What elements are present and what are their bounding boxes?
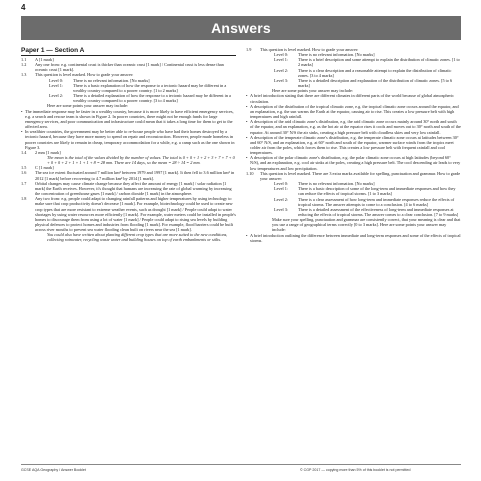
question-number: 1.10 — [246, 170, 254, 176]
question-number: 1.1 — [21, 57, 27, 62]
bullet-point: • A description of the polar climatic zone's distribution, e.g. the polar climatic zone occurs at high latitudes (beyond 60° N/S), and an explanation, e.g. cool air sinks at the poles, creating a high pressure belt. The cool descending air leads to very low temperatures and low precipitation. — [246, 155, 461, 170]
left-column — [21, 47, 236, 457]
level-row — [21, 83, 236, 93]
question-text: The sea ice extent fluctuated around 7 million km² between 1979 and 1997 [1 mark]. It then fell to 3.6 million km² in 2012 [1 mark] before recovering to 4.7 million km² by 2014 [1 mark]. — [35, 170, 235, 181]
section-heading: Paper 1 — Section A — [21, 47, 236, 56]
level-label: Level 0: — [49, 77, 64, 83]
question-text: C [1 mark] — [35, 165, 54, 171]
level-label: Level 3: — [274, 77, 289, 83]
bullet-point: • A description of the distribution of the tropical climatic zone, e.g. the tropical climatic zone occurs around the equator, and an explanation, e.g. the sun warms the Earth at the equator, causing air to rise. This creates a low pressure belt with high temperatures and high rainfall. — [246, 104, 461, 119]
level-label: Level 2: — [274, 67, 289, 73]
level-text: There is a brief description and some attempt to explain the distribution of climatic zones. [1 to 2 marks] — [298, 57, 460, 68]
level-text: There is no relevant information. [No marks] — [73, 77, 150, 83]
question-number: 1.8 — [21, 196, 27, 202]
question-text: A [1 mark] — [35, 57, 54, 62]
paragraph: You could also have written about planting different crop types that are more suited to the new conditions, collecting rainwater, recycling waste water and building houses on top of earth embankments or stilts. — [47, 232, 228, 243]
question-number: 1.7 — [21, 180, 27, 186]
level-label: Level 3: — [274, 206, 289, 212]
question-number: 1.4 — [21, 149, 27, 155]
bullet-point: • A brief introduction stating that there are different climates in different parts of the world because of global atmospheric circulation. — [246, 93, 461, 103]
level-text: There is a clear description and a reasonable attempt to explain the distribution of climatic zones. [3 to 4 marks] — [298, 67, 452, 78]
level-label: Level 1: — [274, 57, 289, 63]
level-text: There is a detailed explanation of how the response to a tectonic hazard may be different in a wealthy country compared to a poorer country. [3 to 4 marks] — [73, 93, 231, 104]
bullet-point: • The immediate response may be faster in a wealthy country, because it is more likely to have efficient emergency services, e.g. a search and rescue team is shown in Figure 2. In poorer countries, there might not be enough funds for large emergency services, and poor communication and infrastructure could mean that it takes a long time for them to get to the affected area. — [21, 109, 236, 130]
question-text: This question is level marked. There are 3 extra marks available for spelling, punctuation and grammar. How to grade your answer: — [260, 170, 461, 181]
right-column — [246, 47, 461, 457]
level-text: There is a basic explanation of how the response to a tectonic hazard may be different in a wealthy country compared to a poorer country. [1 to 2 marks] — [73, 82, 227, 93]
question-text: This question is level marked. How to grade your answer: — [35, 72, 134, 78]
question-number: 1.2 — [21, 62, 27, 68]
footer-rule — [21, 464, 461, 465]
level-label: Level 2: — [49, 93, 64, 99]
question-text: Any two from: e.g. people could adapt to changing rainfall patterns and higher temperatures by using technology to make sure that crop productivity doesn't decrease [1 mark]. For example, biotechnology could be used to create new crop types that are more resistant to extreme weather events, such as drought [1 mark] / People could adapt to water shortages by using water resources more efficiently [1 mark]. For example, water meters could be installed in people's homes to discourage them from using a lot of water [1 mark] / People could adapt to rising sea levels by building physical defences to protect homes and industries from flooding [1 mark]. For example, flood barriers could be built across river mouths to prevent sea water flooding clean built on rivers near the sea [1 mark]. — [35, 196, 236, 233]
level-text: There is a detailed assessment of the effectiveness of long-term and immediate responses at reducing the effects of tropical storms. The answer comes to a clear conclusion. [7 to 9 marks] — [298, 206, 459, 217]
level-label: Level 0: — [274, 181, 289, 187]
paragraph: The mean is the total of the values divided by the number of values. The total is 0 + 0 + 1 + 2 + 3 + 7 + 7 + 0 + 0 + 0 + 2 + 1 + 1 + 1 + 8 = 28 mm. There are 14 days, so the mean = 28 ÷ 14 = 2 mm. — [47, 154, 235, 166]
question-text: Orbital changes may cause climate change because they affect the amount of energy [1 mark] / solar radiation [1 mark] the Earth receives. However, it's thought that humans are increasing the rate of global warming by increasing the concentration of greenhouse gases [1 mark] / carbon dioxide [1 mark] in the atmosphere. — [35, 180, 232, 197]
level-row — [246, 207, 461, 217]
question-row — [21, 181, 236, 196]
paragraph: Here are some points your answer may include: — [272, 88, 354, 94]
question-number: 1.6 — [21, 170, 27, 176]
level-row — [246, 68, 461, 78]
level-label: Level 1: — [274, 186, 289, 192]
level-text: There is a basic description of some of the long-term and immediate responses and how they can reduce the effects of tropical storms. [1 to 3 marks] — [298, 186, 456, 197]
level-label: Level 2: — [274, 196, 289, 202]
footer-left: GCSE AQA Geography / Answer Booklet — [21, 468, 86, 472]
question-number: 1.5 — [21, 165, 27, 171]
question-row — [246, 171, 461, 181]
level-row — [246, 186, 461, 196]
level-text: There is no relevant information. [No marks] — [298, 52, 375, 58]
paragraph: Make sure your spelling, punctuation and grammar are consistently correct, that your meaning is clear and that you use a range of geographical terms correctly [0 to 3 marks]. Here are some points your answer may include: — [272, 217, 461, 233]
bullet-point: • A description of the temperate climatic zone's distribution, e.g. the temperate climatic zone occurs at latitudes between 30° and 60° N/S, and an explanation, e.g. at 60° north and south of the equator, warmer surface winds from the tropics meet colder air from the poles, which forces them to rise. This creates a low pressure belt with frequent rainfall and cool temperatures. — [246, 135, 461, 156]
page-number: 4 — [21, 3, 26, 12]
question-row — [21, 62, 236, 72]
left-column-content — [21, 57, 236, 243]
right-column-content — [246, 47, 461, 243]
bullet-point: • A brief introduction outlining the difference between immediate and long-term responses and some of the effects of tropical storms. — [246, 233, 461, 243]
bullet-point: • A description of the arid climatic zone's distribution, e.g. the arid climatic zone occurs mainly around 30° north and south of the equator, and an explanation, e.g. as the hot air at the equator rises it cools and moves out to 30° north and south of the equator. At around 30° N/S the air sinks, creating a high pressure belt with cloudless skies and very low rainfall. — [246, 119, 461, 134]
question-text: Any one from: e.g. continental crust is thicker than oceanic crust [1 mark] / Continental crust is less dense than oceanic crust [1 mark]. — [35, 62, 224, 73]
question-text: This question is level marked. How to grade your answer: — [260, 47, 359, 52]
level-text: There is a detailed description and explanation of the distribution of climatic zones. [5 to 6 marks] — [298, 77, 453, 89]
question-number: 1.3 — [21, 72, 27, 78]
level-text: There is no relevant information. [No marks] — [298, 181, 375, 187]
question-row — [21, 196, 236, 232]
level-text: There is a clear assessment of how long-term and immediate responses reduce the effects of tropical storms. The answer attempts to come to a conclusion. [4 to 6 marks] — [298, 196, 455, 207]
level-row — [21, 93, 236, 103]
question-text: 2 mm [1 mark] — [35, 149, 61, 155]
level-row — [246, 78, 461, 88]
question-number: 1.9 — [246, 47, 252, 52]
level-row — [246, 197, 461, 207]
footer-right: © CGP 2017 — copying more than 5% of this booklet is not permitted — [300, 468, 411, 472]
level-label: Level 1: — [49, 82, 64, 88]
bullet-point: • In wealthier countries, the government may be better able to re-house people who have had their homes destroyed by a tectonic hazard, because they have more money to spend on repair and reconstruction. However, people made homeless in poorer countries are likely to remain in cheap, temporary accommodation for a while, e.g. a camp such as the one shown in Figure 3. — [21, 129, 236, 150]
answers-banner: Answers — [21, 16, 461, 40]
level-label: Level 0: — [274, 52, 289, 58]
question-row — [21, 170, 236, 180]
level-row — [246, 57, 461, 67]
paragraph: Here are some points your answer may include: — [47, 103, 129, 109]
